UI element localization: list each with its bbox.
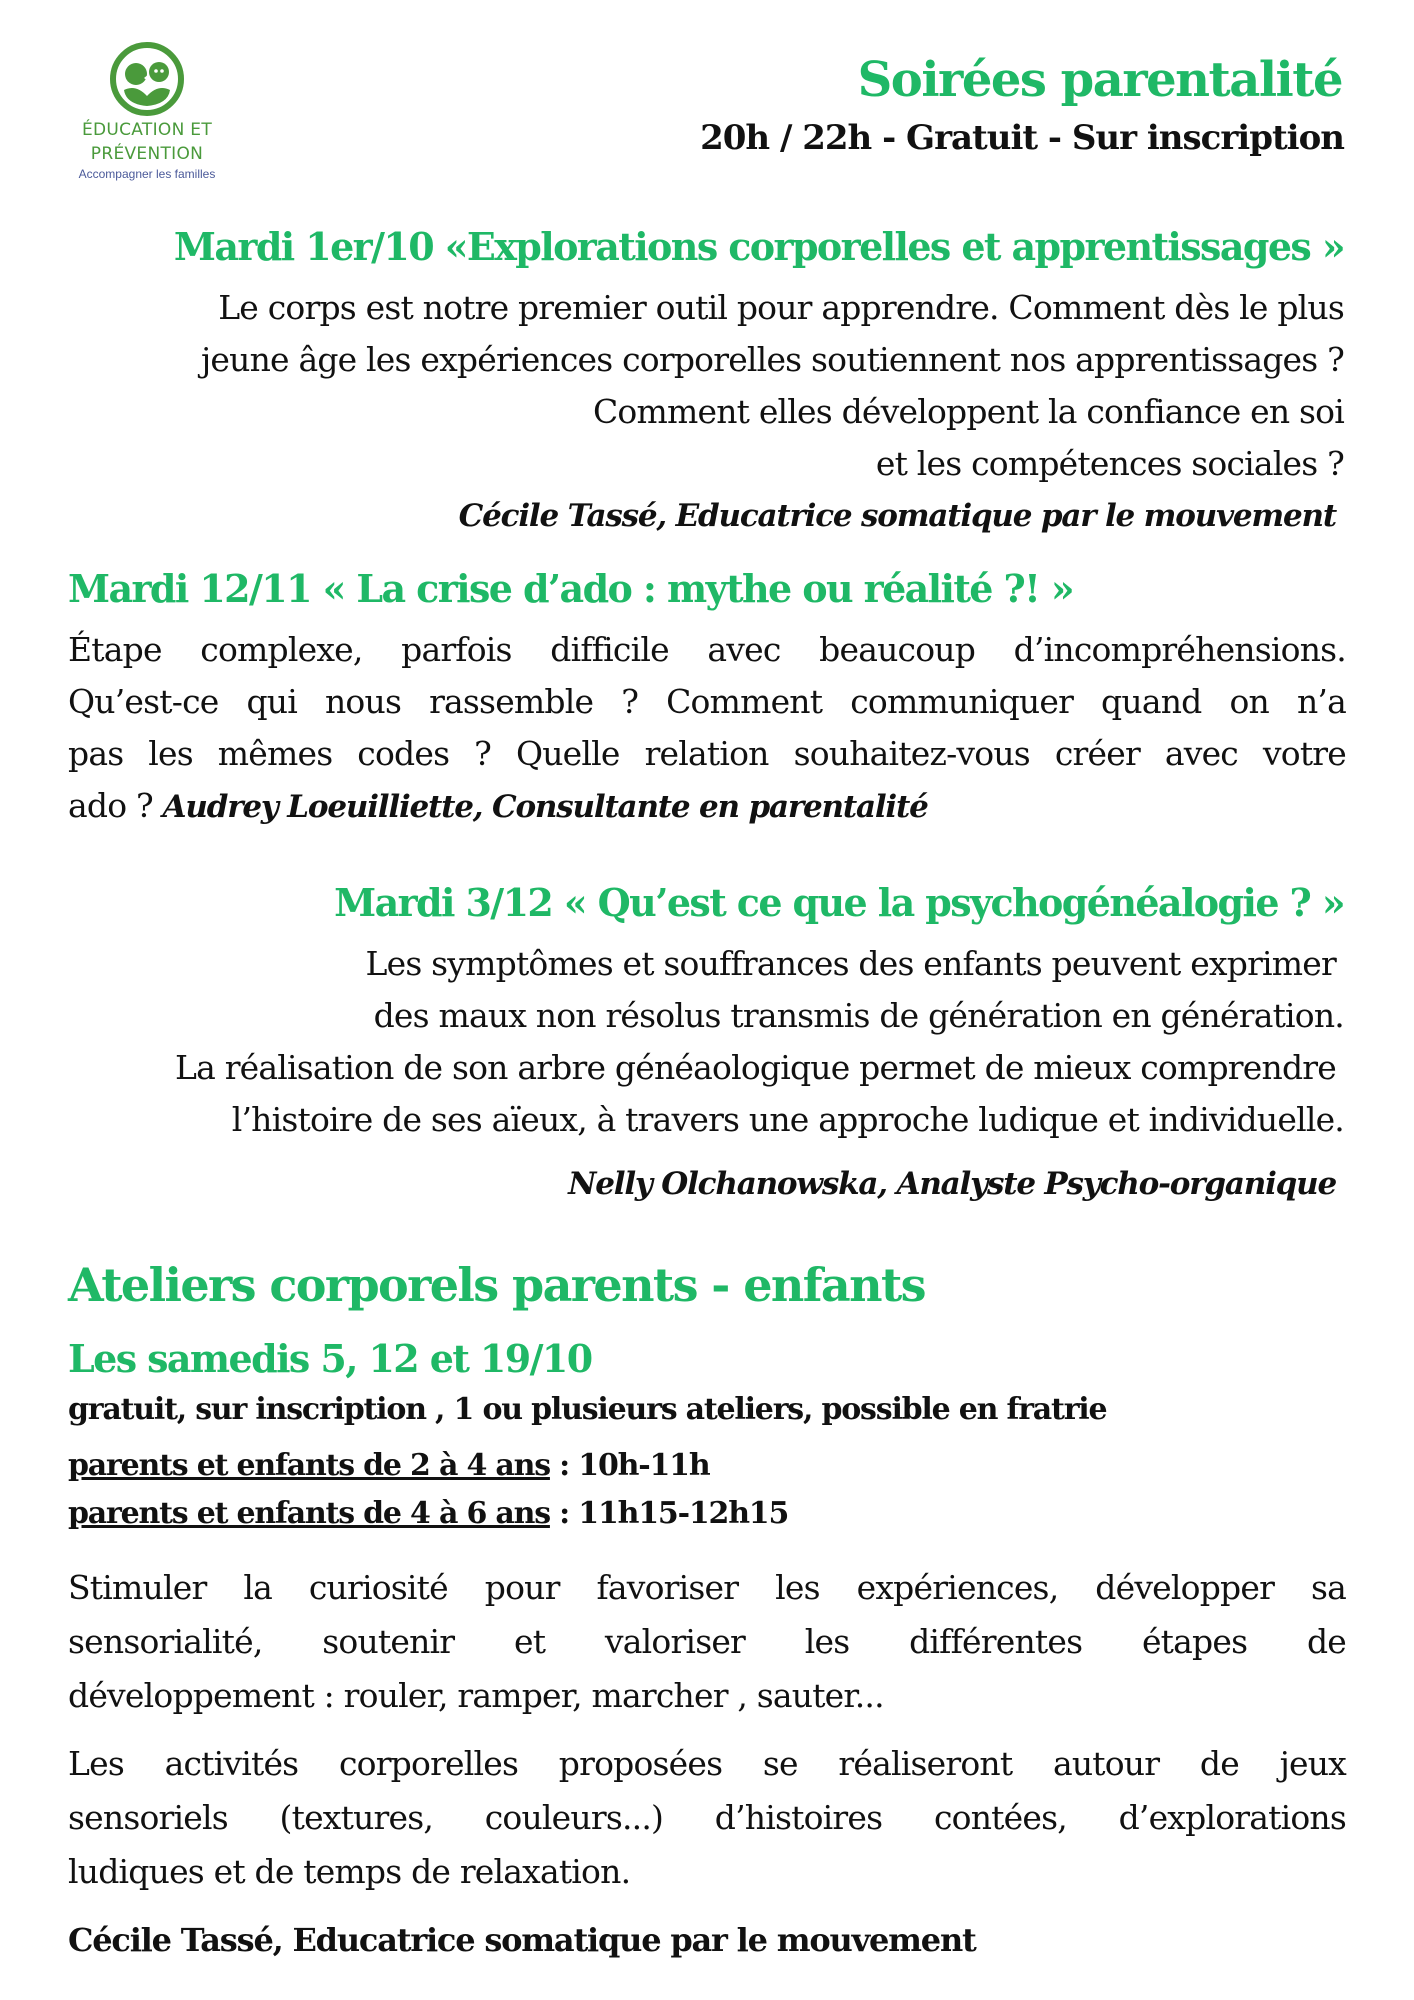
- event-2-line-1: Étape complexe, parfois difficile avec beaucoup d’incompréhensions.: [68, 630, 1346, 669]
- workshops-para1-line-2: sensorialité, soutenir et valoriser les différentes étapes de: [68, 1622, 1346, 1661]
- event-2-title: Mardi 12/11 « La crise d’ado : mythe ou réalité ?! »: [68, 566, 1074, 611]
- workshops-title: Ateliers corporels parents - enfants: [68, 1258, 925, 1312]
- event-1-author: Cécile Tassé, Educatrice somatique par le mouvement: [458, 498, 1336, 534]
- event-3-line-2: des maux non résolus transmis de génération en génération.: [373, 996, 1344, 1035]
- page-title: Soirées parentalité: [857, 52, 1342, 108]
- slot-1-group: parents et enfants de 2 à 4 ans: [68, 1448, 550, 1483]
- organization-logo: [62, 40, 232, 182]
- event-1-title: Mardi 1er/10 «Explorations corporelles et apprentissages »: [173, 224, 1344, 269]
- workshops-dates: Les samedis 5, 12 et 19/10: [68, 1336, 592, 1381]
- event-3-title: Mardi 3/12 « Qu’est ce que la psychogénéalogie ? »: [334, 880, 1344, 925]
- event-2-line-4: ado ?: [68, 786, 163, 825]
- event-1-line-3: Comment elles développent la confiance en soi: [592, 392, 1344, 431]
- event-3-line-3: La réalisation de son arbre généaologique permet de mieux comprendre: [175, 1048, 1336, 1087]
- event-3-line-1: Les symptômes et souffrances des enfants peuvent exprimer: [365, 944, 1336, 983]
- event-3-author: Nelly Olchanowska, Analyste Psycho-organique: [568, 1166, 1336, 1202]
- event-2-line-3: pas les mêmes codes ? Quelle relation souhaitez-vous créer avec votre: [68, 734, 1346, 773]
- workshops-author: Cécile Tassé, Educatrice somatique par le mouvement: [68, 1921, 976, 1959]
- workshops-para1-line-1: Stimuler la curiosité pour favoriser les expériences, développer sa: [68, 1568, 1346, 1607]
- workshops-para1-line-3: développement : rouler, ramper, marcher , sauter...: [68, 1676, 884, 1715]
- two-faces-logo-icon: [108, 40, 186, 118]
- event-2-line-4-wrap: [68, 786, 928, 827]
- workshops-para2-line-2: sensoriels (textures, couleurs...) d’histoires contées, d’explorations: [68, 1798, 1346, 1837]
- workshops-info: gratuit, sur inscription , 1 ou plusieurs ateliers, possible en fratrie: [68, 1392, 1107, 1427]
- slot-1-time: : 10h-11h: [549, 1448, 710, 1483]
- workshop-slot-2: [68, 1494, 788, 1534]
- slot-2-group: parents et enfants de 4 à 6 ans: [68, 1496, 550, 1531]
- logo-name-line2: PRÉVENTION: [90, 144, 204, 164]
- event-1-line-4: et les compétences sociales ?: [875, 444, 1344, 483]
- event-1-line-1: Le corps est notre premier outil pour apprendre. Comment dès le plus: [218, 288, 1344, 327]
- workshops-para2-line-3: ludiques et de temps de relaxation.: [68, 1852, 631, 1891]
- workshop-slot-1: [68, 1446, 709, 1486]
- event-3-line-4: l’histoire de ses aïeux, à travers une approche ludique et individuelle.: [231, 1100, 1344, 1139]
- logo-name-line1: ÉDUCATION ET: [81, 120, 213, 140]
- event-1-line-2: jeune âge les expériences corporelles soutiennent nos apprentissages ?: [200, 340, 1344, 379]
- slot-2-time: : 11h15-12h15: [549, 1496, 789, 1531]
- workshops-para2-line-1: Les activités corporelles proposées se réaliseront autour de jeux: [68, 1744, 1346, 1783]
- event-2-line-2: Qu’est-ce qui nous rassemble ? Comment communiquer quand on n’a: [68, 682, 1346, 721]
- logo-tagline: Accompagner les familles: [78, 167, 216, 181]
- event-2-author: Audrey Loeuilliette, Consultante en parentalité: [162, 789, 928, 825]
- page-subtitle: 20h / 22h - Gratuit - Sur inscription: [700, 118, 1344, 158]
